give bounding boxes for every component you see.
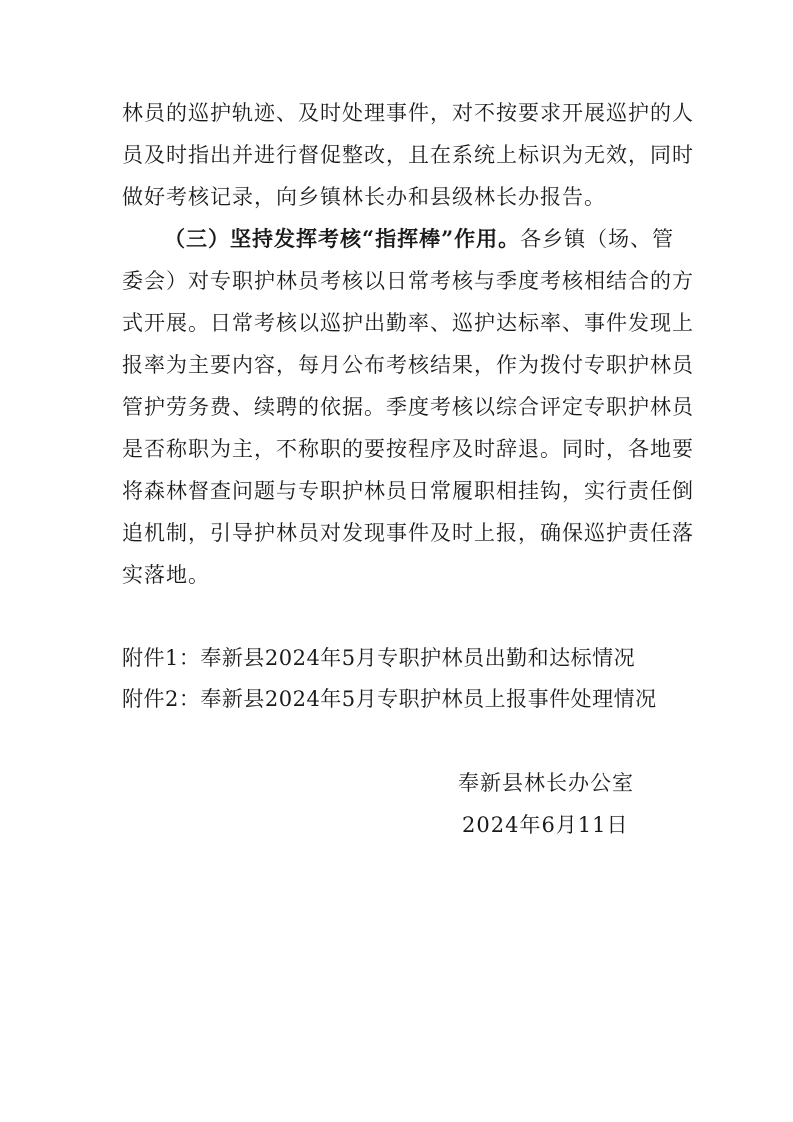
paragraph-1-line-2: 员及时指出并进行督促整改，且在系统上标识为无效，同时 <box>122 143 694 167</box>
paragraph-2-line-5: 管护劳务费、续聘的依据。季度考核以综合评定专职护林员 <box>122 395 694 419</box>
attachment-1: 附件1：奉新县2024年5月专职护林员出勤和达标情况 <box>122 646 636 670</box>
paragraph-2-line-8: 追机制，引导护林员对发现事件及时上报，确保巡护责任落 <box>122 521 694 545</box>
paragraph-1-line-1: 林员的巡护轨迹、及时处理事件，对不按要求开展巡护的人 <box>122 101 694 125</box>
issue-date: 2024年6月11日 <box>462 813 629 837</box>
paragraph-1-line-3: 做好考核记录，向乡镇林长办和县级林长办报告。 <box>122 185 606 209</box>
issuing-office: 奉新县林长办公室 <box>458 771 634 795</box>
paragraph-2-first-line <box>164 224 674 254</box>
paragraph-2-line-2: 委会）对专职护林员考核以日常考核与季度考核相结合的方 <box>122 269 694 293</box>
paragraph-2-line-6: 是否称职为主，不称职的要按程序及时辞退。同时，各地要 <box>122 437 694 461</box>
paragraph-2-line-9: 实落地。 <box>122 563 210 587</box>
section-heading: （三）坚持发挥考核“指挥棒”作用。 <box>164 226 521 251</box>
paragraph-2-line-3: 式开展。日常考核以巡护出勤率、巡护达标率、事件发现上 <box>122 311 694 335</box>
paragraph-2-line-4: 报率为主要内容，每月公布考核结果，作为拨付专职护林员 <box>122 353 694 377</box>
attachment-2: 附件2：奉新县2024年5月专职护林员上报事件处理情况 <box>122 687 657 711</box>
paragraph-2-first-line-rest: 各乡镇（场、管 <box>520 227 675 251</box>
paragraph-2-line-7: 将森林督查问题与专职护林员日常履职相挂钩，实行责任倒 <box>122 479 694 503</box>
